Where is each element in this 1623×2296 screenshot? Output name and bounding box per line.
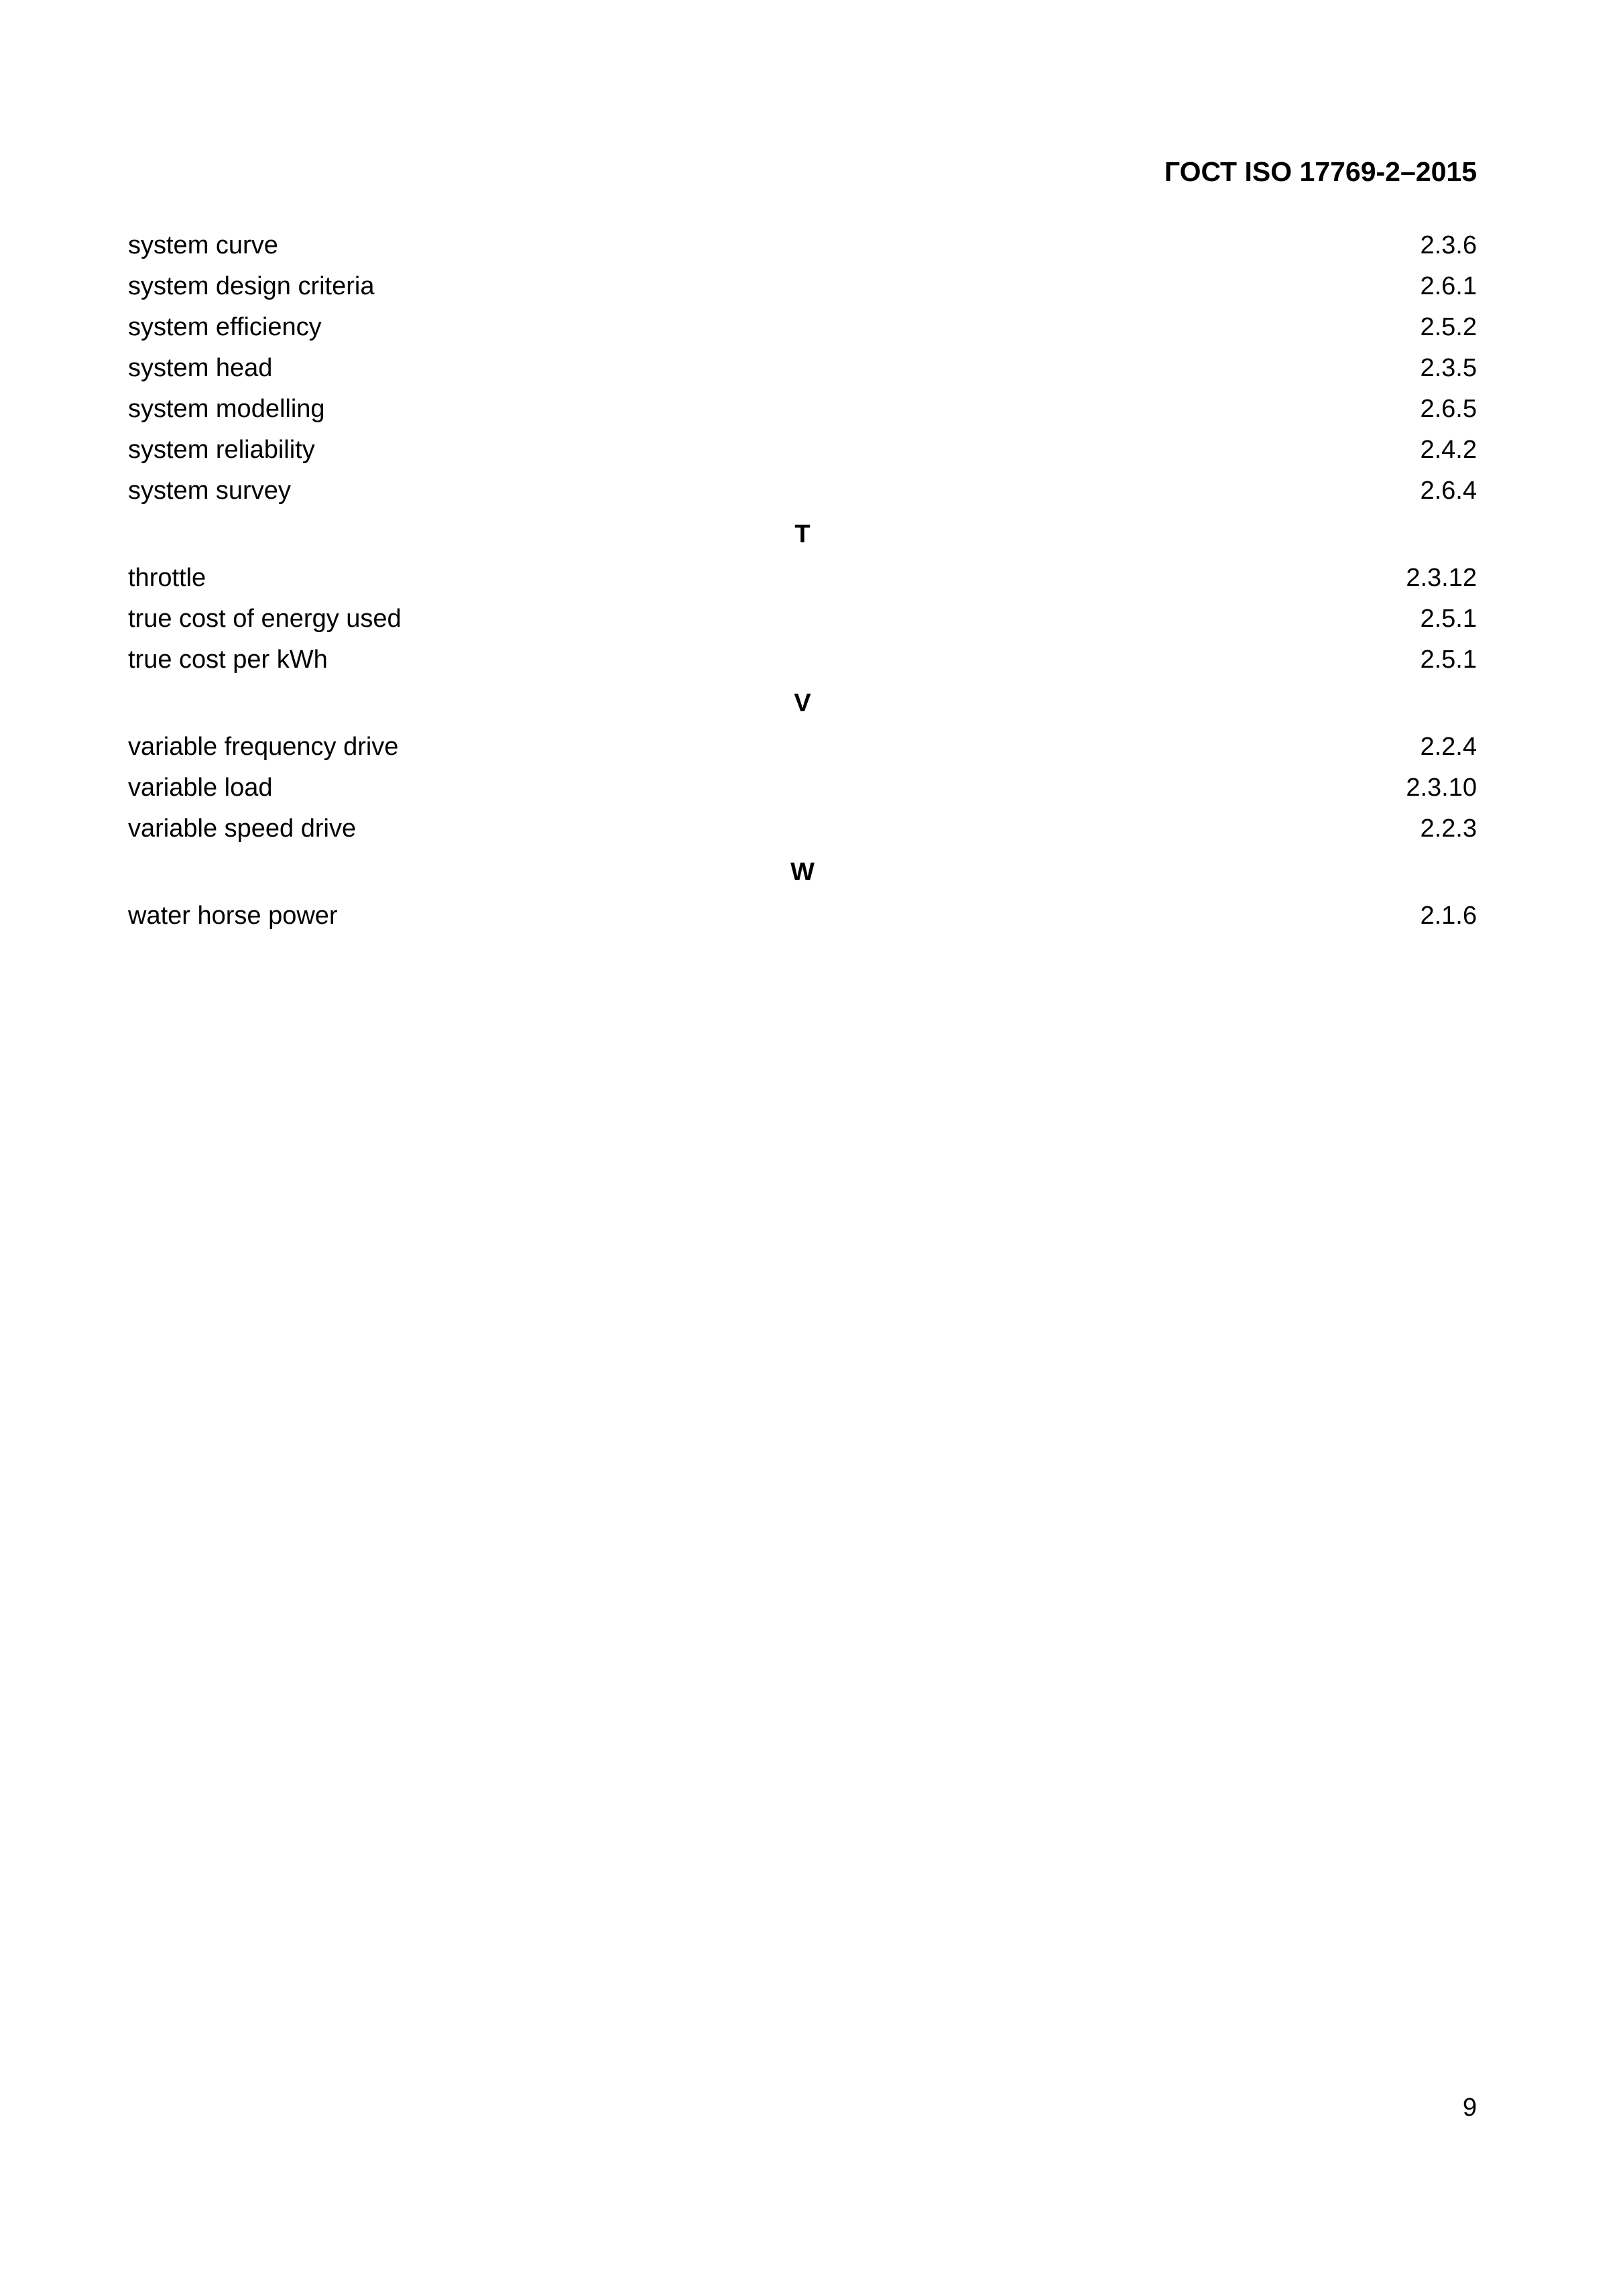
index-reference: 2.5.1 [1420,605,1477,633]
index-entry [128,768,1477,808]
index-entry [128,266,1477,307]
index-entry [128,389,1477,430]
index-group [128,511,1477,680]
index-reference: 2.5.2 [1420,313,1477,341]
index-term: true cost per kWh [128,646,328,674]
index-reference: 2.3.12 [1406,564,1477,592]
index-reference: 2.6.4 [1420,477,1477,505]
index-term: variable load [128,774,273,802]
index-term: system efficiency [128,313,322,341]
index-term: variable frequency drive [128,733,399,761]
index-entry [128,640,1477,680]
index-entry [128,599,1477,640]
index-term: system curve [128,231,278,259]
index-reference: 2.6.5 [1420,395,1477,423]
index-reference: 2.4.2 [1420,436,1477,464]
alphabetical-index [128,225,1477,936]
index-term: variable speed drive [128,814,357,843]
index-entry [128,430,1477,471]
index-reference: 2.3.10 [1406,774,1477,802]
index-entry [128,225,1477,266]
page-number: 9 [1462,2094,1477,2122]
index-letter-heading: T [794,520,810,548]
document-code-header: ГОСТ ISO 17769-2–2015 [1164,156,1477,187]
index-group [128,849,1477,936]
index-reference: 2.5.1 [1420,646,1477,674]
index-reference: 2.1.6 [1420,902,1477,930]
index-reference: 2.6.1 [1420,272,1477,300]
index-term: system design criteria [128,272,375,300]
index-letter-heading: V [794,689,811,717]
index-reference: 2.3.6 [1420,231,1477,259]
index-term: system survey [128,477,291,505]
index-entry [128,558,1477,599]
index-entry [128,808,1477,849]
index-group [128,225,1477,511]
index-entry [128,348,1477,389]
index-entry [128,307,1477,348]
index-reference: 2.3.5 [1420,354,1477,382]
index-term: system head [128,354,273,382]
index-term: system reliability [128,436,315,464]
index-group [128,680,1477,849]
index-entry [128,896,1477,936]
index-term: system modelling [128,395,325,423]
index-entry [128,471,1477,511]
index-entry [128,727,1477,768]
index-term: throttle [128,564,206,592]
index-letter-heading: W [790,858,815,886]
index-term: water horse power [128,902,338,930]
index-term: true cost of energy used [128,605,402,633]
index-reference: 2.2.4 [1420,733,1477,761]
index-reference: 2.2.3 [1420,814,1477,843]
